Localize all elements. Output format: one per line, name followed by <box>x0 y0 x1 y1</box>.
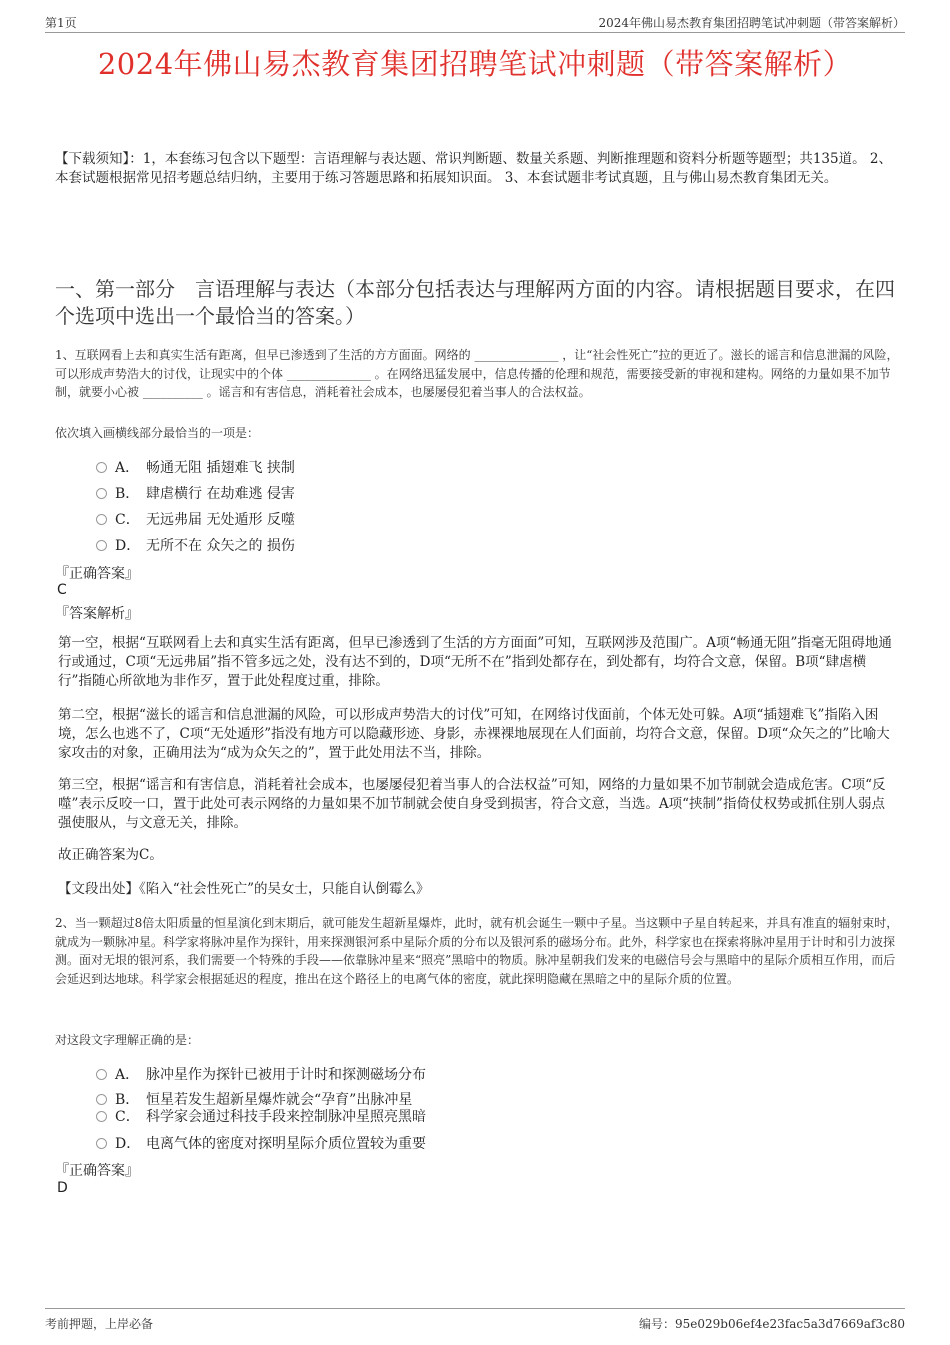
download-notice: 【下载须知】：1，本套练习包含以下题型：言语理解与表达题、常识判断题、数量关系题、判断推理题和资料分析题等题型；共135道。 2、本套试题根据常见招考题总结归纳，主要用于练习答题思路和拓展知识面。 3、本套试题非考试真题，且与佛山易杰教育集团无关。 <box>55 151 892 186</box>
question-1-stem: 1、互联网看上去和真实生活有距离，但早已渗透到了生活的方方面面。网络的 ______________ ，让“社会性死亡”拉的更近了。滋长的谣言和信息泄漏的风险，可以形成声势浩大的讨伐，让现实中的个体 ______________ 。在网络迅猛发展中，信息传播的伦理和规范，需要接受新的审视和建构。网络的力量如果不加节制，就要小心被 __________ 。谣言和有害信息，消耗着社会成本，也屡屡侵犯着当事人的合法权益。 <box>55 348 899 399</box>
page-header <box>45 14 905 33</box>
question-1-option-b[interactable]: B． 肆虐横行 在劫难逃 侵害 <box>96 483 295 503</box>
question-2-prompt: 对这段文字理解正确的是： <box>55 1033 200 1047</box>
question-2-option-b[interactable]: B． 恒星若发生超新星爆炸就会“孕育”出脉冲星 <box>96 1089 412 1109</box>
radio-icon[interactable] <box>96 540 107 551</box>
question-1-prompt: 依次填入画横线部分最恰当的一项是： <box>55 426 260 440</box>
question-1-analysis-p3: 第三空，根据“谣言和有害信息，消耗着社会成本，也屡屡侵犯着当事人的合法权益”可知，网络的力量如果不加节制就会造成危害。C项“反噬”表示反咬一口，置于此处可表示网络的力量如果不加节制就会使自身受到损害，符合文意，当选。A项“挟制”指倚仗权势或抓住别人弱点强使服从，与文意无关，排除。 <box>58 777 886 831</box>
footer-doc-id: 编号：95e029b06ef4e23fac5a3d7669af3c80 <box>639 1317 905 1331</box>
question-2-answer-label: 『正确答案』 <box>55 1163 139 1179</box>
question-1-answer: C <box>57 582 67 598</box>
radio-icon[interactable] <box>96 1111 107 1122</box>
question-2-stem: 2、当一颗超过8倍太阳质量的恒星演化到末期后，就可能发生超新星爆炸，此时，就有机会诞生一颗中子星。当这颗中子星自转起来，并具有准直的辐射束时，就成为一颗脉冲星。科学家将脉冲星作为探针，用来探测银河系中星际介质的分布以及银河系的磁场分布。此外，科学家也在探索将脉冲星用于计时和引力波探测。面对无垠的银河系，我们需要一个特殊的手段——依靠脉冲星来“照亮”黑暗中的物质。脉冲星朝我们发来的电磁信号会与黑暗中的星际介质相互作用，而后会延迟到达地球。科学家会根据延迟的程度，推出在这个路径上的电离气体的密度，就此探明隐藏在黑暗之中的星际介质的位置。 <box>55 916 899 986</box>
question-1-option-c[interactable]: C． 无远弗届 无处遁形 反噬 <box>96 509 295 529</box>
question-2-option-c[interactable]: C． 科学家会通过科技手段来控制脉冲星照亮黑暗 <box>96 1106 426 1126</box>
radio-icon[interactable] <box>96 1138 107 1149</box>
question-1-answer-label: 『正确答案』 <box>55 566 139 582</box>
radio-icon[interactable] <box>96 514 107 525</box>
section-title: 一、第一部分 言语理解与表达（本部分包括表达与理解两方面的内容。请根据题目要求，在四个选项中选出一个最恰当的答案。） <box>55 277 895 328</box>
document-title: 2024年佛山易杰教育集团招聘笔试冲刺题（带答案解析） <box>97 47 853 81</box>
page-footer <box>45 1308 905 1331</box>
footer-slogan: 考前押题，上岸必备 <box>45 1317 154 1331</box>
question-1-option-a[interactable]: A． 畅通无阻 插翅难飞 挟制 <box>96 457 295 477</box>
question-1-option-d[interactable]: D． 无所不在 众矢之的 损伤 <box>96 535 295 555</box>
page-number: 第1页 <box>45 16 77 30</box>
header-doc-title: 2024年佛山易杰教育集团招聘笔试冲刺题（带答案解析） <box>598 16 905 30</box>
question-1-conclusion: 故正确答案为C。 <box>58 847 163 863</box>
radio-icon[interactable] <box>96 1069 107 1080</box>
radio-icon[interactable] <box>96 488 107 499</box>
question-1-source: 【文段出处】《陷入“社会性死亡”的吴女士，只能自认倒霉么》 <box>58 881 430 897</box>
question-1-analysis-p2: 第二空，根据“滋长的谣言和信息泄漏的风险，可以形成声势浩大的讨伐”可知，在网络讨伐面前，个体无处可躲。A项“插翅难飞”指陷入困境，怎么也逃不了，C项“无处遁形”指没有地方可以隐藏形迹、身影，赤裸裸地展现在人们面前，均符合文意，保留。D项“众矢之的”比喻大家攻击的对象，正确用法为“成为众矢之的”，置于此处用法不当，排除。 <box>58 707 890 761</box>
radio-icon[interactable] <box>96 1094 107 1105</box>
question-2-option-d[interactable]: D． 电离气体的密度对探明星际介质位置较为重要 <box>96 1133 426 1153</box>
question-1-analysis-p1: 第一空，根据“互联网看上去和真实生活有距离，但早已渗透到了生活的方方面面”可知，互联网涉及范围广。A项“畅通无阻”指毫无阻碍地通行或通过，C项“无远弗届”指不管多远之处，没有达不到的，D项“无所不在”指到处都存在，到处都有，均符合文意，保留。B项“肆虐横行”指随心所欲地为非作歹，置于此处程度过重，排除。 <box>58 635 892 689</box>
radio-icon[interactable] <box>96 462 107 473</box>
question-2-option-a[interactable]: A． 脉冲星作为探针已被用于计时和探测磁场分布 <box>96 1064 426 1084</box>
question-2-answer: D <box>57 1180 68 1196</box>
question-1-analysis-label: 『答案解析』 <box>55 606 139 622</box>
